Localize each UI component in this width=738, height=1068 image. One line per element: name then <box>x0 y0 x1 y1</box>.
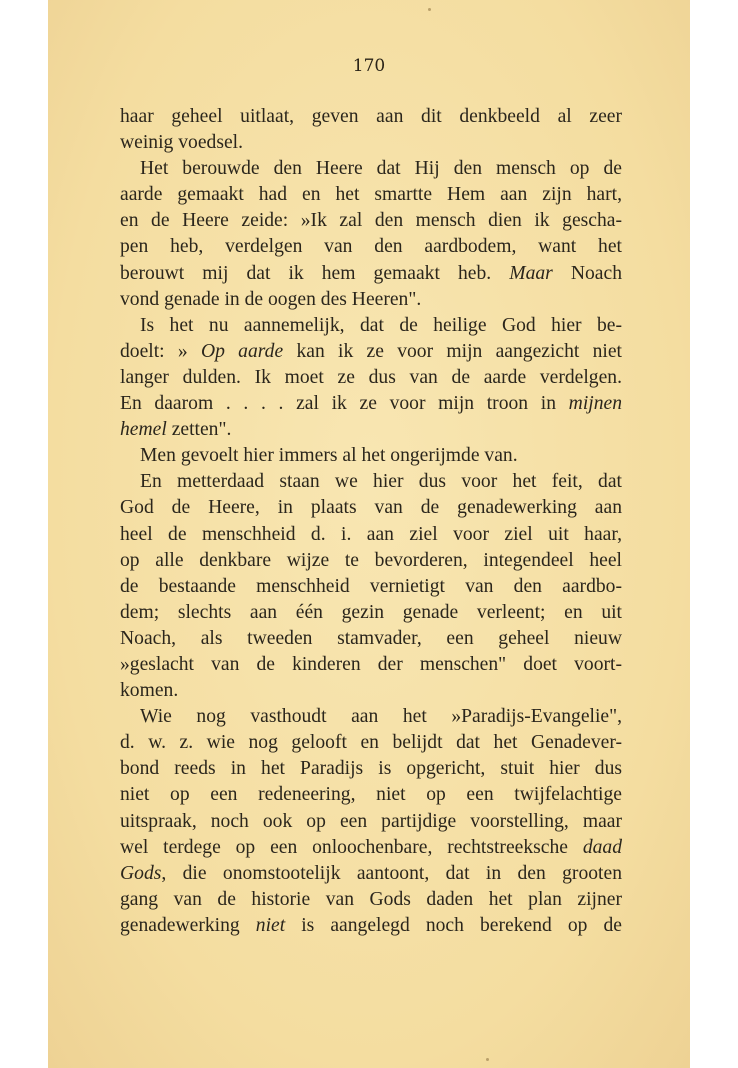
italic-run: Gods <box>120 862 162 884</box>
text-run: wel terdege op een onloochenbare, rechtstreeksche <box>120 836 583 858</box>
text-line <box>120 391 622 417</box>
text-run: Wie nog vasthoudt aan het »Paradijs-Evangelie", <box>140 706 622 728</box>
text-line <box>120 782 622 808</box>
text-run: Noach <box>552 262 622 284</box>
text-run: haar geheel uitlaat, geven aan dit denkbeeld al zeer <box>120 106 622 127</box>
text-run: , die onomstootelijk aantoont, dat in den grooten <box>161 862 622 884</box>
italic-run: daad <box>582 836 622 858</box>
text-run: en de Heere zeide: »Ik zal den mensch dien ik geschа- <box>120 210 622 232</box>
text-line <box>120 704 622 730</box>
book-page <box>48 0 690 1068</box>
text-line <box>120 156 622 182</box>
italic-run: Op aarde <box>200 340 284 362</box>
italic-run: niet <box>255 914 286 936</box>
text-line <box>120 574 622 600</box>
text-line <box>120 913 622 939</box>
text-line <box>120 261 622 287</box>
text-line <box>120 809 622 835</box>
page-number: 170 <box>352 56 386 76</box>
text-run: En daarom . . . . zal ik ze voor mijn troon in <box>120 393 569 415</box>
text-line <box>120 208 622 234</box>
paper-speck <box>428 8 431 11</box>
text-run: weinig voedsel. <box>120 132 243 154</box>
text-line <box>120 522 622 548</box>
text-line <box>120 756 622 782</box>
text-run: uitspraak, noch ook op een partijdige voorstelling, maar <box>120 810 622 832</box>
text-line <box>120 339 622 365</box>
text-run: gang van de historie van Gods daden het plan zijner <box>120 888 622 910</box>
italic-run: mijnen <box>568 393 622 415</box>
text-run: d. w. z. wie nog gelooft en belijdt dat het Genadever- <box>120 732 622 754</box>
text-run: komen. <box>120 680 179 702</box>
text-run: genadewerking <box>120 914 256 936</box>
text-run: dem; slechts aan één gezin genade verleent; en uit <box>120 601 622 623</box>
text-run: aarde gemaakt had en het smartte Hem aan zijn hart, <box>120 184 622 206</box>
text-run: kan ik ze voor mijn aangezicht niet <box>283 340 622 362</box>
text-line <box>120 626 622 652</box>
text-line <box>120 365 622 391</box>
text-run: »geslacht van de kinderen der menschen" doet voort- <box>120 653 622 675</box>
text-line <box>120 548 622 574</box>
text-run: doelt: » <box>120 340 201 362</box>
text-run: Is het nu aannemelijk, dat de heilige God hier be- <box>140 314 622 336</box>
text-line <box>120 443 622 469</box>
text-run: is aangelegd noch berekend op de <box>285 914 622 936</box>
text-line <box>120 652 622 678</box>
text-run: zetten". <box>166 419 232 441</box>
body-text <box>120 104 622 939</box>
text-run: pen heb, verdelgen van den aardbodem, want het <box>120 236 622 258</box>
paper-speck <box>486 1058 489 1061</box>
text-run: God de Heere, in plaats van de genadewerking aan <box>120 497 622 519</box>
text-run: langer dulden. Ik moet ze dus van de aarde verdelgen. <box>120 366 622 388</box>
text-run: bond reeds in het Paradijs is opgericht, stuit hier dus <box>120 758 622 780</box>
text-line <box>120 313 622 339</box>
text-run: op alle denkbare wijze te bevorderen, integendeel heel <box>120 549 622 571</box>
text-run: de bestaande menschheid vernietigt van den aardbo- <box>120 575 622 597</box>
italic-run: Maar <box>509 262 553 284</box>
text-line <box>120 600 622 626</box>
text-line <box>120 469 622 495</box>
text-line <box>120 104 622 130</box>
text-run: niet op een redeneering, niet op een twijfelachtige <box>120 784 622 806</box>
italic-run: hemel <box>120 419 167 441</box>
text-run: berouwt mij dat ik hem gemaakt heb. <box>120 262 510 284</box>
text-line <box>120 861 622 887</box>
text-run: vond genade in de oogen des Heeren". <box>120 288 422 310</box>
text-run: Men gevoelt hier immers al het ongerijmde van. <box>140 445 518 467</box>
text-run: heel de menschheid d. i. aan ziel voor ziel uit haar, <box>120 523 622 545</box>
text-line <box>120 835 622 861</box>
text-line <box>120 287 622 313</box>
text-line <box>120 182 622 208</box>
text-line <box>120 495 622 521</box>
text-run: Noach, als tweeden stamvader, een geheel nieuw <box>120 627 622 649</box>
text-line <box>120 678 622 704</box>
text-line <box>120 730 622 756</box>
text-line <box>120 130 622 156</box>
text-line <box>120 887 622 913</box>
text-run: Het berouwde den Heere dat Hij den mensch op de <box>140 158 622 180</box>
text-line <box>120 417 622 443</box>
text-run: En metterdaad staan we hier dus voor het feit, dat <box>140 471 622 493</box>
text-line <box>120 234 622 260</box>
